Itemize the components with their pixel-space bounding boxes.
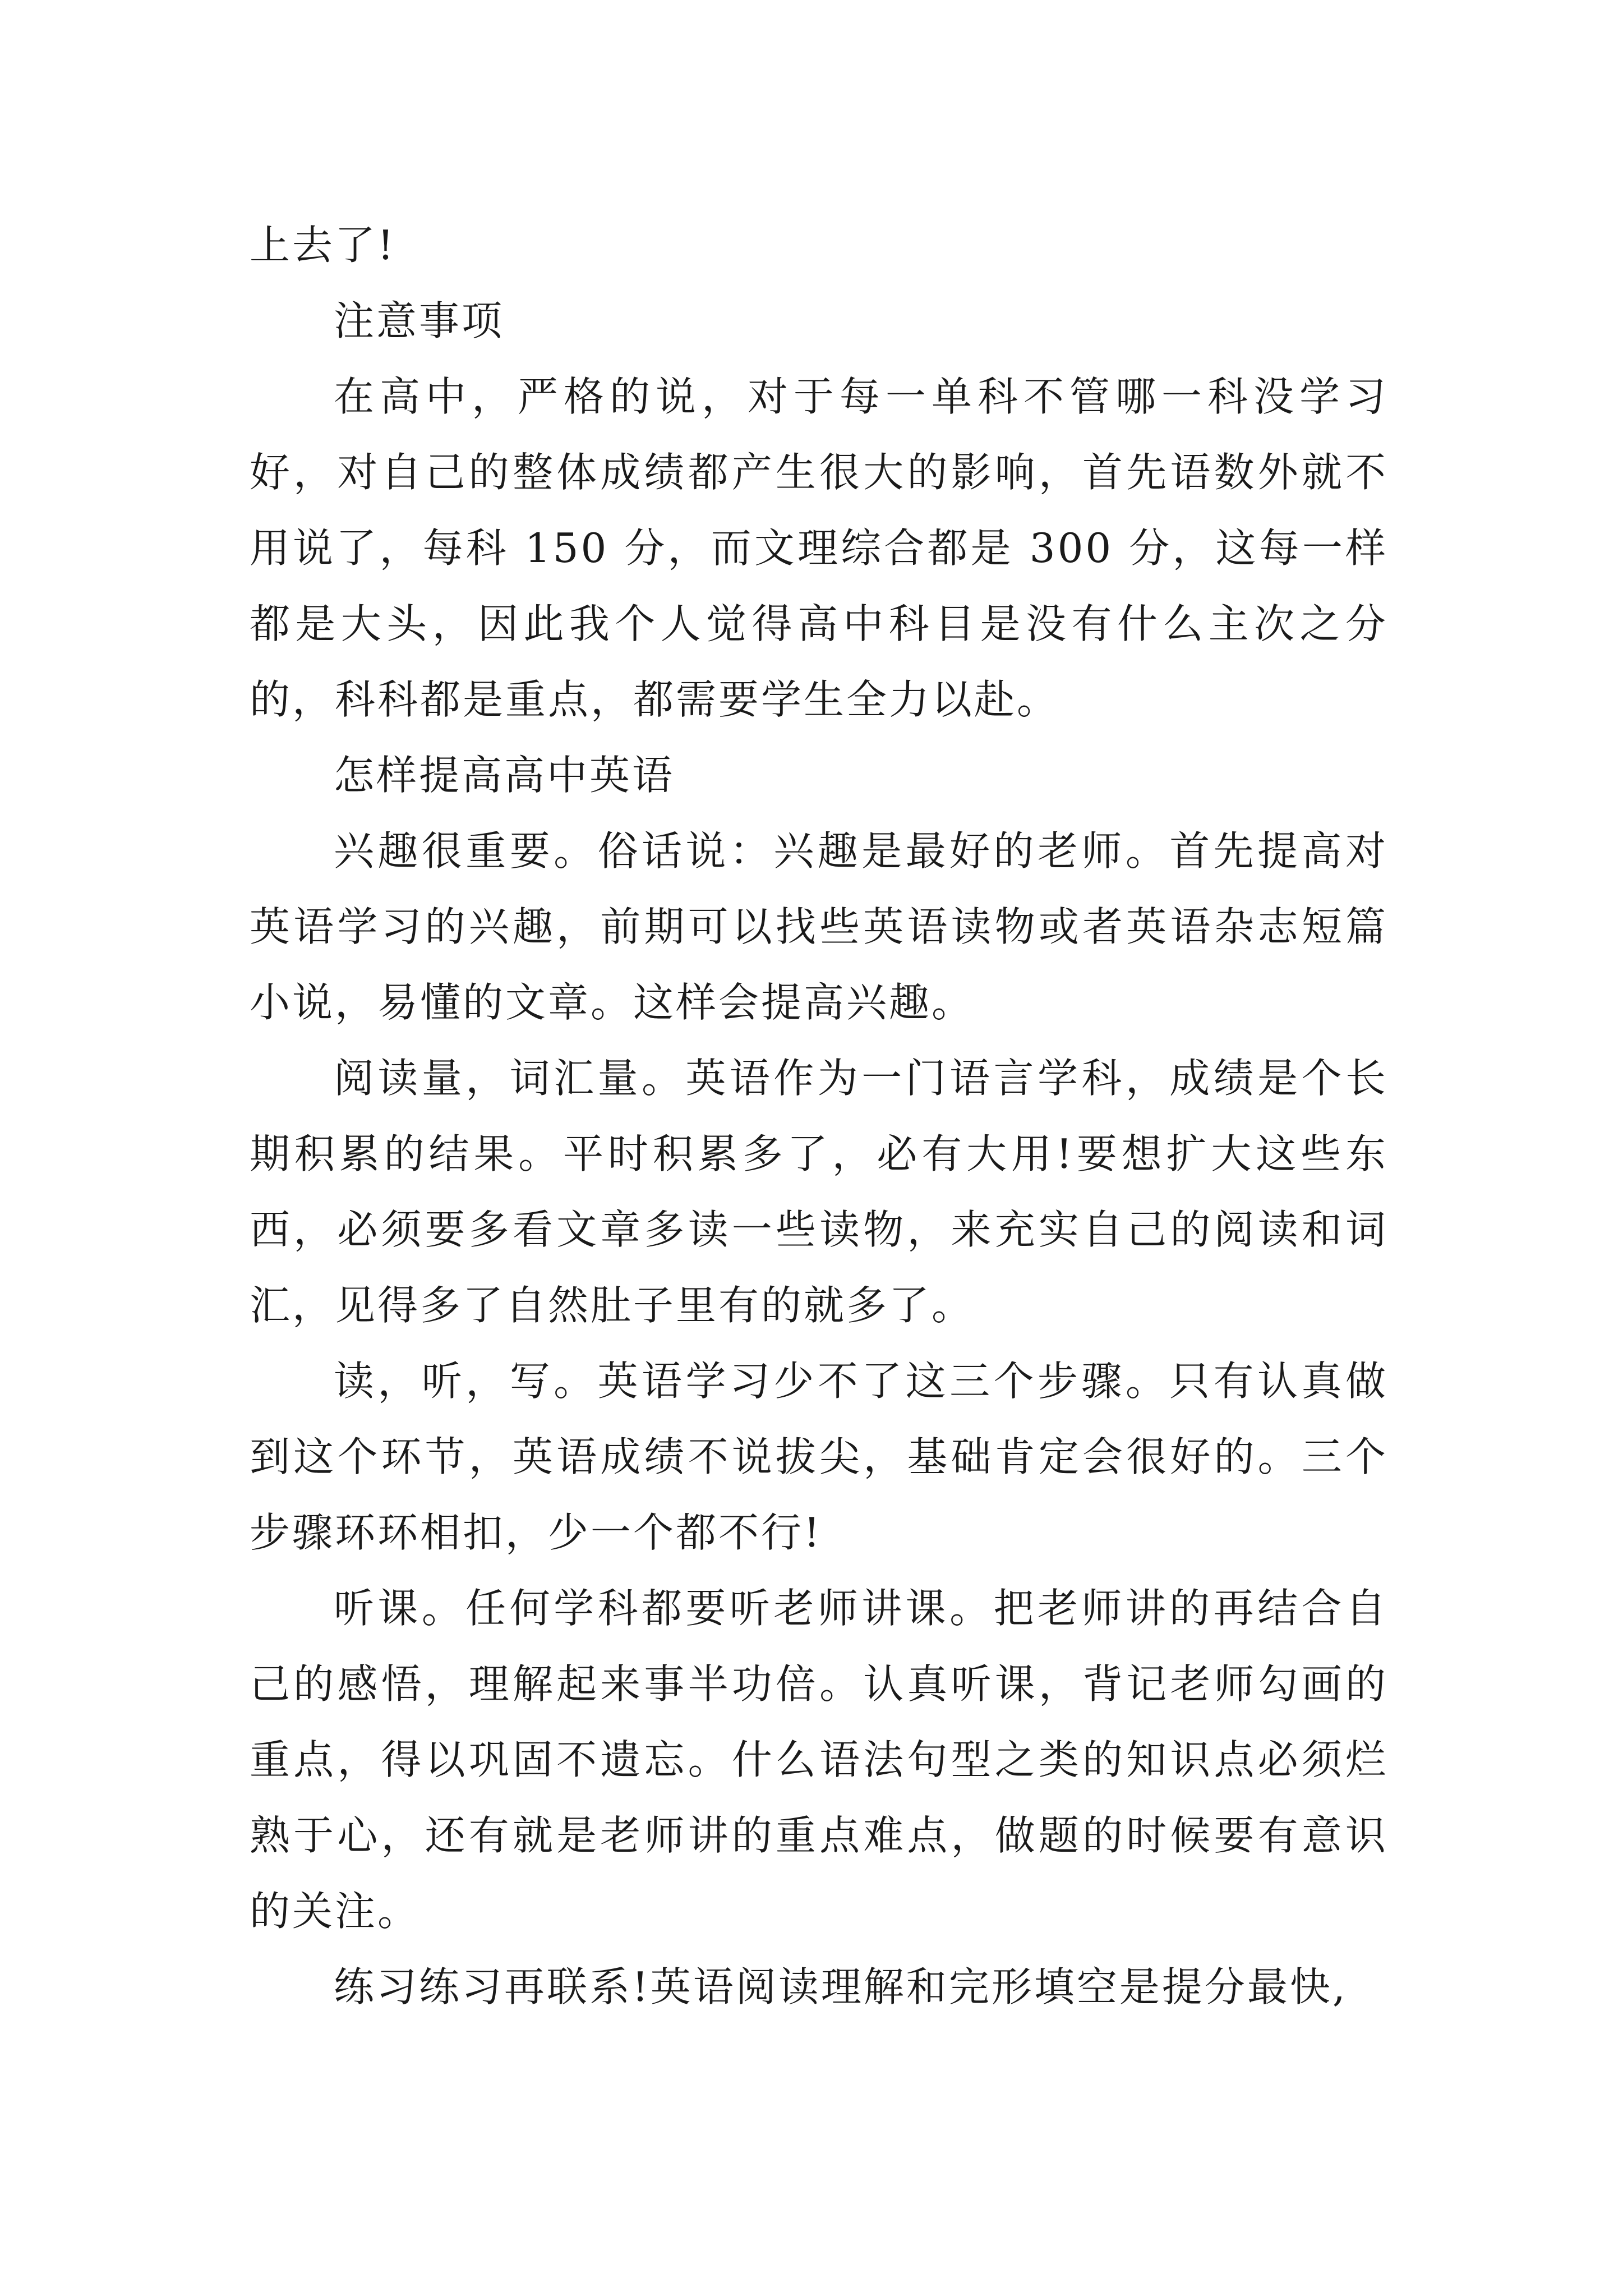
paragraph: 阅读量，词汇量。英语作为一门语言学科，成绩是个长期积累的结果。平时积累多了，必有大用!要想扩大这些东西，必须要多看文章多读一些读物，来充实自己的阅读和词汇，见得多了自然肚子里有的就多了。 (250, 1055, 1388, 1329)
section-heading-english: 怎样提高高中英语 (334, 752, 675, 799)
paragraph: 练习练习再联系!英语阅读理解和完形填空是提分最快, (334, 1963, 1348, 2010)
section-heading-notes: 注意事项 (334, 297, 505, 344)
paragraph: 听课。任何学科都要听老师讲课。把老师讲的再结合自己的感悟，理解起来事半功倍。认真听课，背记老师勾画的重点，得以巩固不遗忘。什么语法句型之类的知识点必须烂熟于心，还有就是老师讲的重点难点，做题的时候要有意识的关注。 (250, 1585, 1388, 1935)
paragraph: 读，听，写。英语学习少不了这三个步骤。只有认真做到这个环节，英语成绩不说拔尖，基础肯定会很好的。三个步骤环环相扣，少一个都不行! (250, 1358, 1388, 1556)
paragraph: 在高中，严格的说，对于每一单科不管哪一科没学习好，对自己的整体成绩都产生很大的影响，首先语数外就不用说了，每科 150 分，而文理综合都是 300 分，这每一样都是大头，因此我个人觉得高中科目是没有什么主次之分的，科科都是重点，都需要学生全力以赴。 (250, 373, 1388, 723)
paragraph: 兴趣很重要。俗话说：兴趣是最好的老师。首先提高对英语学习的兴趣，前期可以找些英语读物或者英语杂志短篇小说，易懂的文章。这样会提高兴趣。 (250, 827, 1388, 1026)
paragraph-continuation: 上去了! (250, 222, 396, 269)
document-body (250, 208, 1388, 2025)
